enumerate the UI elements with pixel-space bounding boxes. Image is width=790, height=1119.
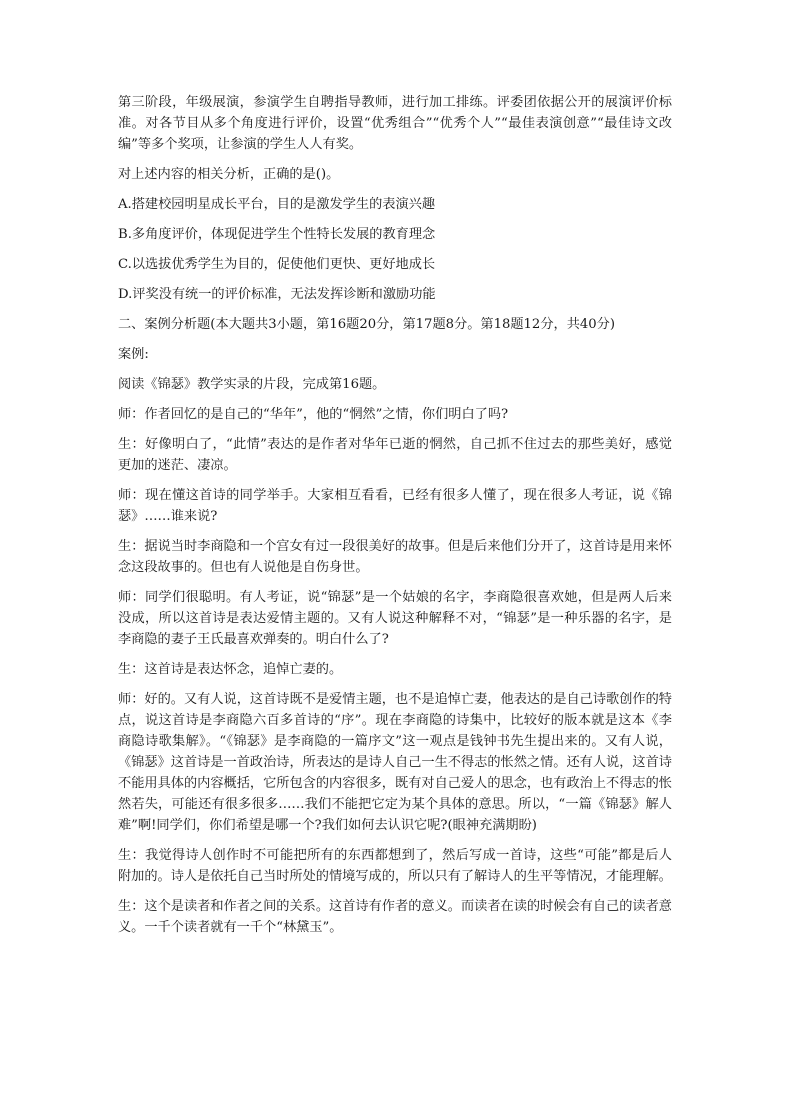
case-label: 案例: xyxy=(118,347,149,362)
option-d: D.评奖没有统一的评价标准，无法发挥诊断和激励功能 xyxy=(118,287,436,302)
dialogue-student-3: 生：这首诗是表达怀念，追悼亡妻的。 xyxy=(118,662,343,677)
question-stem: 对上述内容的相关分析，正确的是()。 xyxy=(118,167,340,182)
dialogue-student-1: 生：好像明白了，“此情”表达的是作者对华年已逝的惘然，自己抓不住过去的那些美好，感觉更加的迷茫、凄凉。 xyxy=(118,437,672,473)
case-instruction: 阅读《锦瑟》教学实录的片段，完成第16题。 xyxy=(118,377,386,392)
dialogue-teacher-1: 师：作者回忆的是自己的“华年”，他的“惘然”之情，你们明白了吗? xyxy=(118,407,509,422)
dialogue-teacher-2: 师：现在懂这首诗的同学举手。大家相互看看，已经有很多人懂了，现在很多人考证，说《锦瑟》……谁来说? xyxy=(118,488,672,524)
dialogue-student-4: 生：我觉得诗人创作时不可能把所有的东西都想到了，然后写成一首诗，这些“可能”都是后人附加的。诗人是依托自己当时所处的情境写成的，所以只有了解诗人的生平等情况，才能理解。 xyxy=(118,848,672,884)
section-heading: 二、案例分析题(本大题共3小题，第16题20分，第17题8分。第18题12分，共40分) xyxy=(118,317,616,332)
dialogue-student-2: 生：据说当时李商隐和一个宫女有过一段很美好的故事。但是后来他们分开了，这首诗是用来怀念这段故事的。但也有人说他是自伤身世。 xyxy=(118,539,672,575)
paragraph-stage-three: 第三阶段，年级展演，参演学生自聘指导教师，进行加工排练。评委团依据公开的展演评价标准。对各节目从多个角度进行评价，设置“优秀组合”“优秀个人”“最佳表演创意”“最佳诗文改编”等多个奖项，让参演的学生人人有奖。 xyxy=(118,95,672,152)
dialogue-teacher-4: 师：好的。又有人说，这首诗既不是爱情主题，也不是追悼亡妻，他表达的是自己诗歌创作的特点，说这首诗是李商隐六百多首诗的“序”。现在李商隐的诗集中，比较好的版本就是这本《李商隐诗歌集解》。“《锦瑟》是李商隐的一篇序文”这一观点是钱钟书先生提出来的。又有人说，《锦瑟》这首诗是一首政治诗，所表达的是诗人自己一生不得志的怅然之情。还有人说，这首诗不能用具体的内容概括，它所包含的内容很多，既有对自己爱人的思念，也有政治上不得志的怅然若失，可能还有很多很多……我们不能把它定为某个具体的意思。所以，“一篇《锦瑟》解人难”啊!同学们，你们希望是哪一个?我们如何去认识它呢?(眼神充满期盼) xyxy=(118,692,672,833)
dialogue-student-5: 生：这个是读者和作者之间的关系。这首诗有作者的意义。而读者在读的时候会有自己的读者意义。一千个读者就有一千个“林黛玉”。 xyxy=(118,899,672,935)
option-b: B.多角度评价，体现促进学生个性特长发展的教育理念 xyxy=(118,227,436,242)
dialogue-teacher-3: 师：同学们很聪明。有人考证，说“锦瑟”是一个姑娘的名字，李商隐很喜欢她，但是两人后来没成，所以这首诗是表达爱情主题的。又有人说这种解释不对，“锦瑟”是一种乐器的名字，是李商隐的妻子王氏最喜欢弹奏的。明白什么了? xyxy=(118,590,672,647)
option-a: A.搭建校园明星成长平台，目的是激发学生的表演兴趣 xyxy=(118,197,436,212)
option-c: C.以选拔优秀学生为目的，促使他们更快、更好地成长 xyxy=(118,257,436,272)
